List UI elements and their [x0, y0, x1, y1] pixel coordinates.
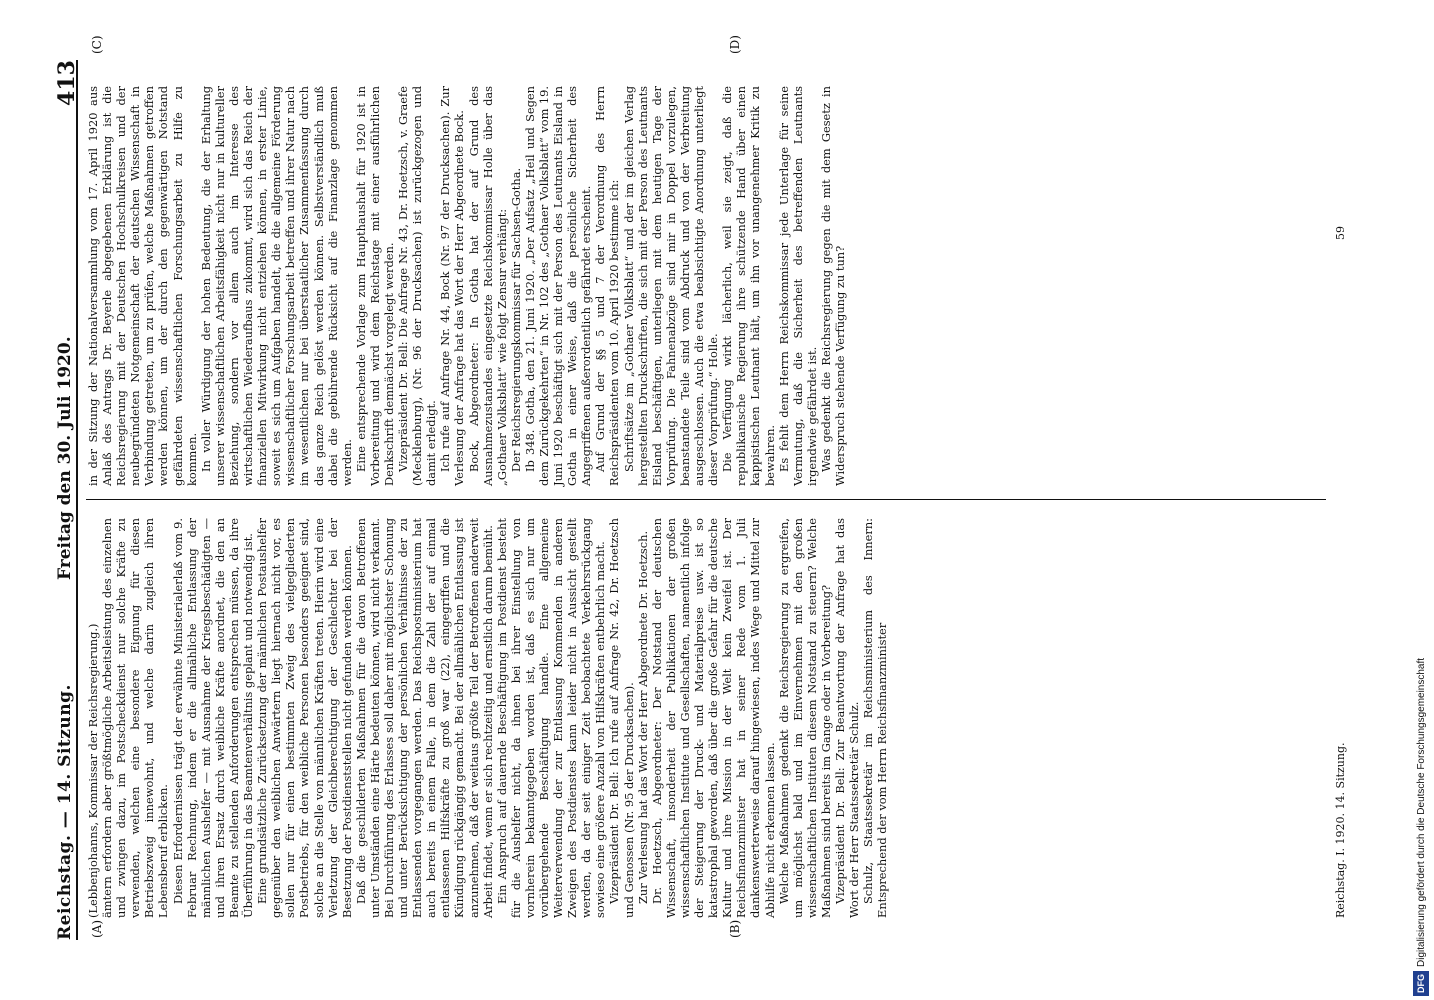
dfg-credit	[1413, 6, 1429, 996]
paragraph: Ich rufe auf Anfrage Nr. 44, Bock (Nr. 97 der Drucksachen). Zur Verlesung der Anfrage hat das Wort der Herr Abgeordnete Bock.	[438, 86, 467, 486]
margin-marker-c: (C)	[90, 35, 104, 54]
paragraph: Dr. Hoetzsch, Abgeordneter: Der Notstand der deutschen Wissenschaft, insonderheit der Publikationen der großen wissenschaftlichen Institute und Gesellschaften, namentlich infolge der Steigerung der Druck- und Materialpreise usw. ist so katastrophal geworden, daß über die große Gefahr für die deutsche Kultur und ihre Mission in der Welt kein Zweifel ist. Der Reichsfinanzminister hat in seiner Rede vom 1. Juli dankenswerterweise darauf hingewiesen, indes Wege und Mittel zur Abhilfe nicht erkennen lassen.	[649, 518, 777, 918]
paragraph: Vizepräsident Dr. Bell: Zur Beantwortung der Anfrage hat das Wort der Herr Staatssekretär Schulz.	[832, 518, 862, 918]
paragraph: Es fehlt dem Herrn Reichskommissar jede Unterlage für seine Vermutung, daß die Sicherheit des betreffenden Leutnants irgendwie gefährdet ist.	[776, 86, 819, 486]
paragraph: (Lebbenjohanns, Kommissar der Reichsregierung.)	[86, 623, 100, 918]
paragraph: Ein Anspruch auf dauernde Beschäftigung im Postdienst besteht für die Aushelfer nicht, da ihnen bei ihrer Einstellung von vornherein bekanntgegeben worden ist, daß es sich nur um vorübergehende Beschäftigung handle. Eine allgemeine Weiterverwendung der zur Entlassung Kommenden in anderen Zweigen des Postdienstes kann leider nicht in Aussicht gestellt werden, da der seit einiger Zeit beobachtete Verkehrsrückgang sowieso eine größere Anzahl von Hilfskräften entbehrlich macht.	[494, 518, 608, 918]
dfg-sidebar	[1413, 6, 1429, 996]
header-page-number: 413	[53, 60, 80, 106]
margin-marker-b: (B)	[728, 919, 742, 938]
paragraph: Diesen Erfordernissen trägt der erwähnte Ministerialerlaß vom 9. Februar Rechnung, indem er die allmähliche Entlassung der männlichen Aushelfer — mit Ausnahme der Kriegsbeschädigten — und ihren Ersatz durch weibliche Kräfte anordnet, die den an Beamte zu stellenden Anforderungen entsprechen müssen, da ihre Überführung in das Beamtenverhältnis geplant und notwendig ist.	[170, 518, 256, 918]
paragraph: In voller Würdigung der hohen Bedeutung, die der Erhaltung unserer wissenschaftlichen Arbeitsfähigkeit nicht nur in kultureller Beziehung, sondern vor allem auch im Interesse des wirtschaftlichen Wiederaufbaus zukommt, wird sich das Reich der finanziellen Mitwirkung nicht entziehen können, in erster Linie, soweit es sich um Aufgaben handelt, die die allgemeine Förderung wissenschaftlicher Forschungsarbeit betreffen und ihrer Natur nach im wesentlichen nur bei überstaatlicher Zusammenfassung durch das ganze Reich gelöst werden können. Selbstverständlich muß dabei die gebührende Rücksicht auf die Finanzlage genommen werden.	[198, 86, 354, 486]
paragraph: Bock, Abgeordneter: In Gotha hat der auf Grund des Ausnahmezustandes eingesetzte Reichskommissar Holle über das „Gothaer Volksblatt“ wie folgt Zensur verhängt:	[466, 86, 509, 486]
paragraph: ämtern erfordern aber größtmögliche Arbeitsleistung des einzelnen und zwingen dazu, im Postscheckdienst nur solche Kräfte zu verwenden, welchen eine besondere Eignung für diesen Betriebszweig innewohnt, und welche darin zugleich ihren Lebensberuf erblicken.	[100, 518, 171, 918]
margin-marker-d: (D)	[728, 35, 742, 54]
paragraph: Eine entsprechende Vorlage zum Haupthaushalt für 1920 ist in Vorbereitung und wird dem Reichstage mit einer ausführlichen Denkschrift demnächst vorgelegt werden.	[353, 86, 396, 486]
paragraph: Schulz, Staatssekretär im Reichsministerium des Innern: Entsprechend der vom Herrn Reichsfinanzminister	[861, 518, 890, 918]
paragraph: Die Verfügung wirkt lächerlich, weil sie zeigt, daß die republikanische Regierung ihre schützende Hand über einen kappistischen Leutnant hält, um ihn vor unangenehmer Kritik zu bewahren.	[720, 86, 777, 486]
paragraph: Was gedenkt die Reichsregierung gegen die mit dem Gesetz in Widerspruch stehende Verfügung zu tun?	[818, 86, 847, 486]
paragraph: Eine grundsätzliche Zurücksetzung der männlichen Postaushelfer gegenüber den weiblichen Anwärtern liegt hiernach nicht vor, es sollen nur für einen bestimmten Zweig des vielgegliederten Postbetriebs, für den weibliche Personen besonders geeignet sind, solche an die Stelle von männlichen Kräften treten. Hierin wird eine Verletzung der Gleichberechtigung der Geschlechter bei der Besetzung der Postdienststellen nicht gefunden werden können.	[255, 518, 354, 918]
header-date: Freitag den 30. Juli 1920.	[54, 336, 75, 580]
paragraph: Vizepräsident Dr. Bell: Die Anfrage Nr. 43, Dr. Hoetzsch, v. Graefe (Mecklenburg), (Nr. 96 der Drucksachen) ist zurückgezogen und damit erledigt.	[396, 86, 439, 486]
paragraph: Vizepräsident Dr. Bell: Ich rufe auf Anfrage Nr. 42, Dr. Hoetzsch und Genossen (Nr. 95 der Drucksachen).	[607, 518, 636, 918]
paragraph: Schriftsätze im „Gothaer Volksblatt“ und der im gleichen Verlag hergestellten Druckschriften, die sich mit der Person des Leutnants Eisland beschäftigen, unterliegen mit dem heutigen Tage der Vorprüfung. Die Fahnenabzüge sind mir in Doppel vorzulegen, beanstandete Teile sind vom Abdruck und von der Verbreitung ausgeschlossen. Auch die etwa beabsichtigte Anordnung unterliegt dieser Vorprüfung.“ Holle.	[621, 86, 721, 486]
page-footer: Reichstag. I. 1920. 14. Sitzung.	[1334, 742, 1347, 918]
paragraph: Der Reichsregierungskommissar für Sachsen-Gotha.	[508, 167, 523, 472]
paragraph: Ib 348. Gotha, den 21. Juni 1920. „Der Aufsatz „Heil und Segen dem Zurückgekehrten“ in Nr. 102 des „Gothaer Volksblatt“ vom 19. Juni 1920 beschäftigt sich mit der Person des Leutnants Eisland in Gotha in einer Weise, daß die persönliche Sicherheit des Angegriffenen außerordentlich gefährdet erscheint.	[522, 86, 594, 486]
page-header	[42, 60, 78, 940]
header-session: Reichstag. — 14. Sitzung.	[54, 684, 75, 940]
dfg-logo-icon: DFG	[1413, 971, 1429, 996]
margin-marker-a: (A)	[90, 919, 104, 938]
left-column	[86, 518, 889, 918]
right-column	[86, 86, 847, 486]
column-divider	[86, 499, 1326, 500]
paragraph: in der Sitzung der Nationalversammlung vom 17. April 1920 aus Anlaß des Antrags Dr. Beyerle abgegebenen Erklärung ist die Reichsregierung mit der Deutschen Hochschulkreisen und der neubegründeten Notgemeinschaft der deutschen Wissenschaft in Verbindung getreten, um zu prüfen, welche Maßnahmen getroffen werden können, um der durch den gegenwärtigen Notstand gefährdeten wissenschaftlichen Forschungsarbeit zu Hilfe zu kommen.	[86, 86, 199, 486]
dfg-credit-text: Digitalisierung gefördert durch die Deutsche Forschungsgemeinschaft	[1416, 657, 1427, 967]
paragraph: Daß die geschilderten Maßnahmen für die davon Betroffenen unter Umständen eine Härte bedeuten können, wird nicht verkannt. Bei Durchführung des Erlasses soll daher mit möglichster Schonung und unter Berücksichtigung der persönlichen Verhältnisse der zu Entlassenden vorgegangen werden. Das Reichspostministerium hat auch bereits in einem Falle, in dem die Zahl der auf einmal entlassenen Hilfskräfte zu groß war (22), eingegriffen und die Kündigung rückgängig gemacht. Bei der allmählichen Entlassung ist anzunehmen, daß der weitaus größte Teil der Betroffenen anderweit Arbeit findet, wenn er sich rechtzeitig und ernstlich darum bemüht.	[353, 518, 495, 918]
paragraph: Welche Maßnahmen gedenkt die Reichsregierung zu ergreifen, um möglichst bald und im Einvernehmen mit den großen wissenschaftlichen Instituten diesem Notstand zu steuern? Welche Maßnahmen sind bereits im Gange oder in Vorbereitung?	[776, 518, 833, 918]
paragraph: Zur Verlesung hat das Wort der Herr Abgeordnete Dr. Hoetzsch.	[635, 530, 650, 904]
paragraph: Auf Grund der §§ 5 und 7 der Verordnung des Herrn Reichspräsidenten vom 10. April 1920 bestimme ich:	[593, 86, 622, 486]
sheet-number: 59	[1334, 226, 1347, 240]
